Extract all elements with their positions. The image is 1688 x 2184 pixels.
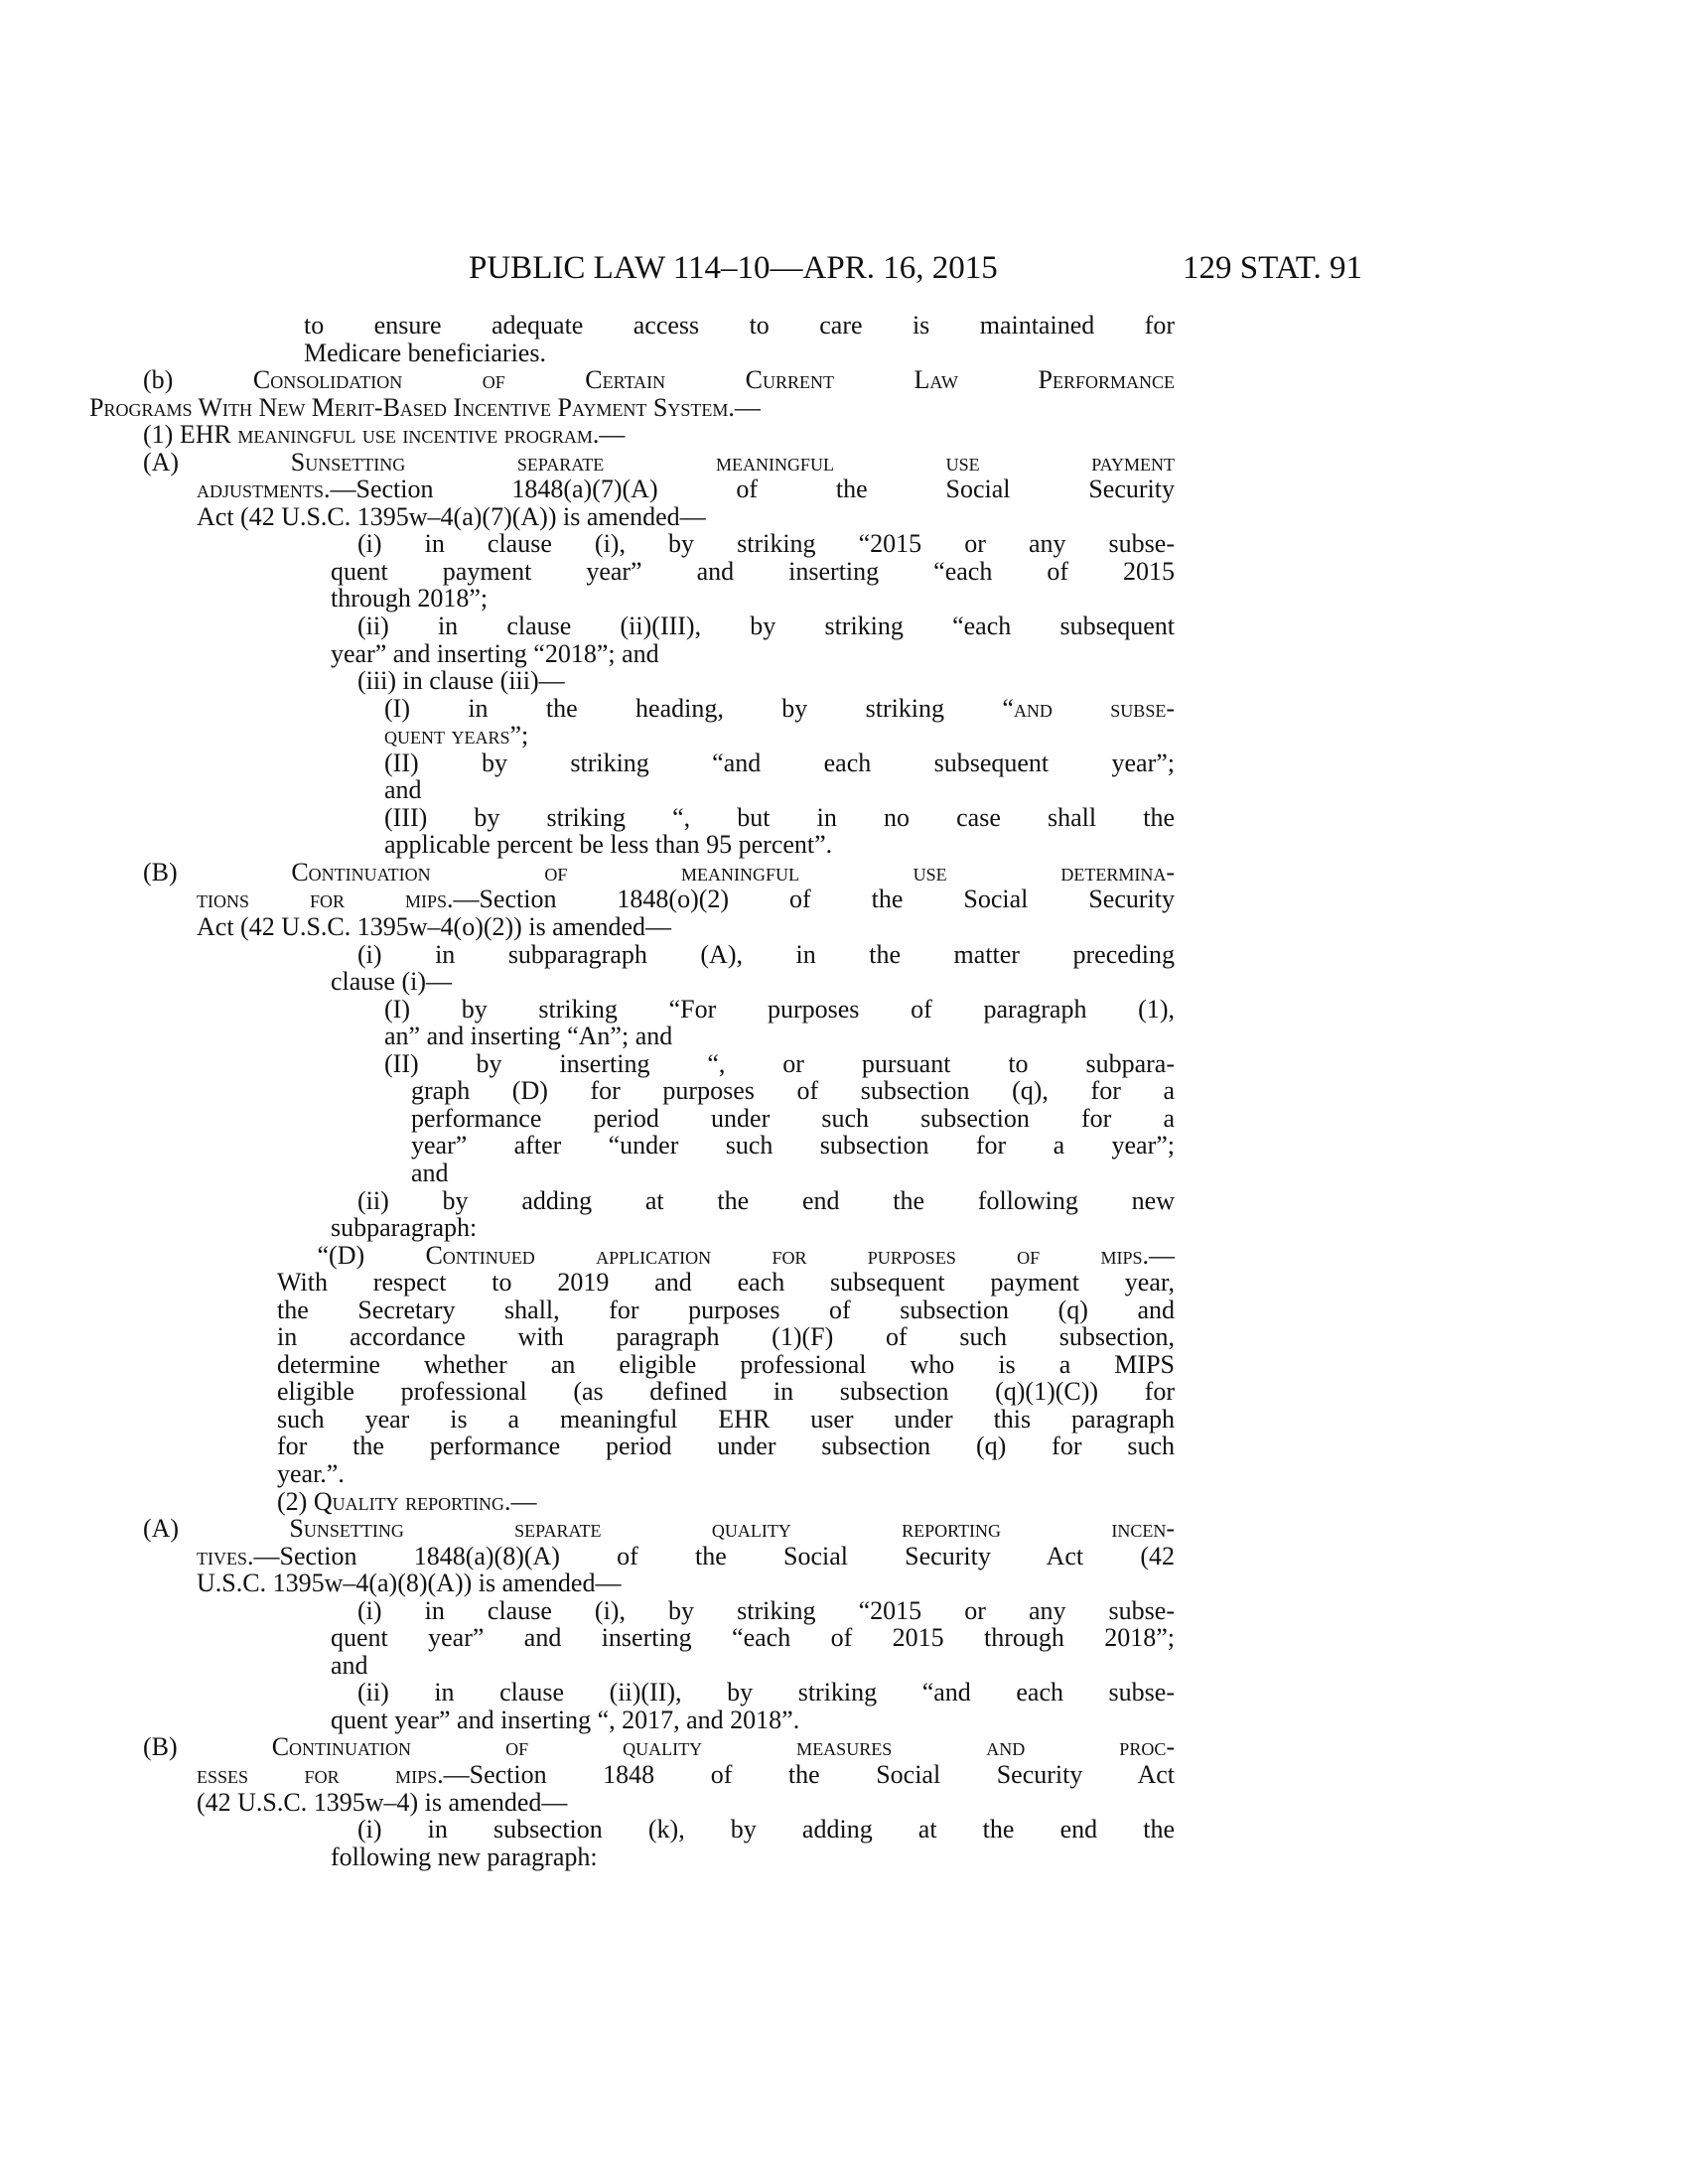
line-text: (i) in clause (i), by striking “2015 or any subse- <box>357 1595 1175 1625</box>
text-line <box>277 1488 1175 1516</box>
text-line <box>277 1323 1175 1351</box>
running-header-title: PUBLIC LAW 114–10—APR. 16, 2015 <box>469 250 998 286</box>
line-text: —Section 1848(a)(8)(A) of the Social Security Act (42 <box>253 1541 1175 1570</box>
text-line <box>304 340 1175 367</box>
text-line <box>197 1543 1175 1570</box>
small-caps-heading: adjustments. <box>197 475 331 504</box>
text-line <box>384 776 1175 804</box>
line-text: ”; <box>509 721 529 751</box>
line-text: year” and inserting “2018”; and <box>331 638 659 668</box>
text-line <box>384 1050 1175 1078</box>
line-text: U.S.C. 1395w–4(a)(8)(A)) is amended— <box>197 1569 622 1598</box>
small-caps-heading: Continuation of meaningful use determina- <box>291 857 1175 887</box>
text-line <box>318 1242 1176 1270</box>
line-text: and <box>384 775 422 805</box>
text-line <box>143 1733 1175 1761</box>
text-line <box>331 558 1175 586</box>
line-text: to ensure adequate access to care is maintained for <box>304 311 1175 340</box>
line-text: such year is a meaningful EHR user under this paragraph <box>277 1404 1175 1433</box>
text-line <box>197 503 1175 531</box>
text-line <box>277 1460 1175 1488</box>
text-line <box>304 312 1175 340</box>
line-text: — <box>599 420 626 450</box>
line-text: quent year” and inserting “, 2017, and 2018”. <box>331 1705 800 1734</box>
line-prefix: (b) <box>143 365 253 395</box>
line-text: for the performance period under subsection (q) for such <box>277 1432 1175 1461</box>
line-text: an” and inserting “An”; and <box>384 1022 673 1051</box>
text-line <box>357 1187 1175 1215</box>
text-line <box>143 859 1175 887</box>
small-caps-heading: Sunsetting separate quality reporting incen- <box>289 1514 1175 1544</box>
page-number-stat: 129 STAT. 91 <box>1183 250 1363 286</box>
text-line <box>384 996 1175 1024</box>
statute-body-text <box>89 311 1176 1871</box>
text-line <box>331 1706 1175 1734</box>
line-text: (III) by striking “, but in no case shall the <box>384 802 1175 832</box>
text-line <box>411 1160 1175 1187</box>
line-prefix: (I) in the heading, by striking “ <box>384 693 1014 723</box>
text-line <box>197 1789 1175 1817</box>
text-line <box>384 750 1175 777</box>
line-text: (iii) in clause (iii)— <box>357 666 565 696</box>
text-line <box>331 1624 1175 1652</box>
text-line <box>197 476 1175 503</box>
text-line <box>277 1297 1175 1324</box>
line-text: applicable percent be less than 95 percent”. <box>384 830 833 860</box>
small-caps-heading: Consolidation of Certain Current Law Performance <box>252 365 1175 395</box>
line-text: (ii) by adding at the end the following new <box>357 1185 1175 1215</box>
text-line <box>411 1077 1175 1105</box>
line-text: following new paragraph: <box>331 1842 598 1871</box>
line-text: the Secretary shall, for purposes of subsection (q) and <box>277 1295 1175 1324</box>
line-text: (i) in subparagraph (A), in the matter preceding <box>357 939 1175 969</box>
line-text: year.”. <box>277 1458 345 1488</box>
text-line <box>357 941 1175 969</box>
small-caps-heading: Continuation of quality measures and proc- <box>271 1732 1175 1762</box>
line-text: Medicare beneficiaries. <box>304 338 546 367</box>
text-line <box>143 1515 1175 1543</box>
text-line <box>197 1570 1175 1597</box>
text-line <box>357 613 1175 640</box>
line-text: year” after “under such subsection for a year”; <box>411 1131 1175 1160</box>
text-line <box>143 449 1175 477</box>
line-text: — <box>734 392 761 422</box>
line-prefix: “(D) <box>317 1240 426 1270</box>
text-line <box>277 1433 1175 1460</box>
text-line <box>277 1378 1175 1406</box>
text-line <box>384 695 1175 723</box>
line-text: Act (42 U.S.C. 1395w–4(a)(7)(A)) is amended— <box>197 501 706 531</box>
line-prefix: (B) <box>143 1732 272 1762</box>
text-line <box>357 1597 1175 1625</box>
line-text: (42 U.S.C. 1395w–4) is amended— <box>197 1787 568 1817</box>
small-caps-heading: quent years <box>384 721 510 751</box>
text-line <box>384 1023 1175 1050</box>
line-text: determine whether an eligible professional who is a MIPS <box>277 1349 1175 1379</box>
text-line <box>277 1269 1175 1297</box>
text-line <box>143 421 1175 449</box>
small-caps-heading: tives. <box>197 1541 254 1570</box>
line-text: (i) in subsection (k), by adding at the end the <box>357 1815 1175 1844</box>
text-line <box>331 640 1175 668</box>
line-text: performance period under such subsection for a <box>411 1103 1175 1133</box>
line-text: — <box>1149 1240 1175 1270</box>
text-line <box>331 1214 1175 1242</box>
line-text: and <box>331 1650 368 1680</box>
text-line <box>411 1105 1175 1133</box>
text-line <box>277 1351 1175 1379</box>
text-line <box>357 1679 1175 1706</box>
text-line <box>197 1761 1175 1789</box>
line-text: (I) by striking “For purposes of paragraph (1), <box>384 994 1175 1024</box>
line-text: in accordance with paragraph (1)(F) of such subsection, <box>277 1322 1175 1352</box>
line-text: —Section 1848 of the Social Security Act <box>443 1759 1175 1789</box>
line-text: —Section 1848(o)(2) of the Social Security <box>453 885 1175 914</box>
text-line <box>197 886 1175 913</box>
small-caps-heading: meaningful use incentive program. <box>237 420 600 450</box>
line-text: (II) by inserting “, or pursuant to subpara- <box>384 1048 1175 1078</box>
small-caps-heading: esses for mips. <box>197 1759 444 1789</box>
line-text: (ii) in clause (ii)(III), by striking “each subsequent <box>357 612 1175 641</box>
text-line <box>331 585 1175 613</box>
small-caps-heading: Continued application for purposes of mips. <box>425 1240 1149 1270</box>
small-caps-heading: tions for mips. <box>197 885 454 914</box>
text-line <box>277 1406 1175 1433</box>
text-line <box>89 394 1175 422</box>
line-text: (i) in clause (i), by striking “2015 or any subse- <box>357 529 1175 559</box>
line-text: (II) by striking “and each subsequent year”; <box>384 748 1175 777</box>
line-prefix: (A) <box>143 1514 290 1544</box>
line-prefix: (2) <box>277 1486 314 1516</box>
line-text: quent year” and inserting “each of 2015 through 2018”; <box>331 1623 1175 1653</box>
line-text: quent payment year” and inserting “each of 2015 <box>331 556 1175 586</box>
line-text: — <box>510 1486 537 1516</box>
line-text: —Section 1848(a)(7)(A) of the Social Security <box>330 475 1175 504</box>
text-line <box>384 831 1175 859</box>
line-prefix: (A) <box>143 447 291 477</box>
small-caps-heading: Quality reporting. <box>313 1486 511 1516</box>
line-prefix: (B) <box>143 857 292 887</box>
text-line <box>384 722 1175 750</box>
text-line <box>357 667 1175 695</box>
text-line <box>197 913 1175 941</box>
small-caps-heading: and subse- <box>1013 693 1175 723</box>
small-caps-heading: Sunsetting separate meaningful use payment <box>290 447 1176 477</box>
text-line <box>411 1132 1175 1160</box>
text-line <box>384 804 1175 832</box>
line-text: through 2018”; <box>331 584 489 614</box>
line-text: subparagraph: <box>331 1213 478 1243</box>
text-line <box>331 1652 1175 1680</box>
text-line <box>143 366 1175 394</box>
line-text: Act (42 U.S.C. 1395w–4(o)(2)) is amended— <box>197 912 672 942</box>
text-line <box>331 968 1175 996</box>
text-line <box>357 530 1175 558</box>
line-text: eligible professional (as defined in subsection (q)(1)(C)) for <box>277 1377 1175 1407</box>
text-line <box>357 1816 1175 1843</box>
line-text: With respect to 2019 and each subsequent payment year, <box>277 1268 1175 1297</box>
text-line <box>331 1843 1175 1871</box>
line-text: clause (i)— <box>331 967 453 997</box>
small-caps-heading: Programs With New Merit-Based Incentive Payment System. <box>89 392 735 422</box>
line-prefix: (1) EHR <box>143 420 238 450</box>
line-text: graph (D) for purposes of subsection (q), for a <box>411 1076 1175 1106</box>
line-text: and <box>411 1158 449 1187</box>
line-text: (ii) in clause (ii)(II), by striking “and each subse- <box>357 1678 1175 1707</box>
